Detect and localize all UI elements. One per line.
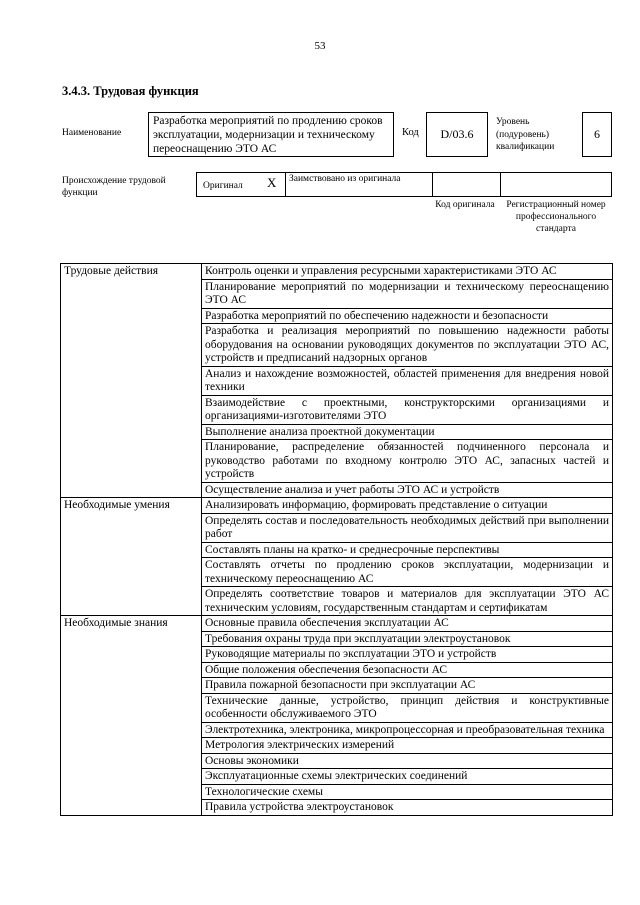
code-label: Код	[402, 127, 419, 138]
group-item: Технические данные, устройство, принцип действия и конструктивные особенности обслуживаемого ЭТО	[202, 693, 613, 722]
function-table	[60, 263, 613, 816]
original-label: Оригинал	[203, 181, 243, 191]
group-item: Планирование мероприятий по модернизации и техническому переоснащению ЭТО АС	[202, 279, 613, 308]
group-item: Основы экономики	[202, 753, 613, 769]
group-item: Планирование, распределение обязанностей подчиненного персонала и руководство работами по входному контролю ЭТО АС, запасных частей и устройств	[202, 440, 613, 483]
level-value: 6	[582, 112, 612, 157]
group-name: Необходимые умения	[61, 498, 202, 616]
origin-label: Происхождение трудовой функции	[62, 176, 166, 198]
original-mark: X	[267, 175, 277, 190]
group-item: Требования охраны труда при эксплуатации электроустановок	[202, 631, 613, 647]
level-label: Уровень (подуровень) квалификации	[496, 117, 555, 152]
original-code-label: Код оригинала	[435, 200, 495, 210]
origin-row	[196, 172, 612, 197]
section-title: 3.4.3. Трудовая функция	[62, 84, 199, 98]
group-item: Разработка мероприятий по обеспечению надежности и безопасности	[202, 308, 613, 324]
page-number: 53	[314, 40, 326, 52]
original-code-cell	[432, 172, 501, 197]
group-item: Определять состав и последовательность необходимых действий при выполнении работ	[202, 513, 613, 542]
group-item: Анализ и нахождение возможностей, областей применения для внедрения новой техники	[202, 366, 613, 395]
group-item: Общие положения обеспечения безопасности АС	[202, 662, 613, 678]
group-item: Электротехника, электроника, микропроцессорная и преобразовательная техника	[202, 722, 613, 738]
group-item: Анализировать информацию, формировать представление о ситуации	[202, 498, 613, 514]
group-item: Разработка и реализация мероприятий по повышению надежности работы оборудования на основании руководящих документов по эксплуатации ЭТО АС, устройств и предписаний надзорных органов	[202, 324, 613, 367]
group-item: Составлять отчеты по продлению сроков эксплуатации, модернизации и техническому переоснащению АС	[202, 558, 613, 587]
code-value: D/03.6	[426, 112, 488, 157]
group-item: Технологические схемы	[202, 784, 613, 800]
original-cell	[196, 172, 286, 197]
group-name: Необходимые знания	[61, 616, 202, 816]
group-item: Взаимодействие с проектными, конструкторскими организациями и организациями-изготовителями ЭТО	[202, 395, 613, 424]
table-row	[61, 498, 613, 514]
name-value: Разработка мероприятий по продлению сроков эксплуатации, модернизации и техническому переоснащению ЭТО АС	[148, 112, 394, 157]
table-row	[61, 616, 613, 632]
group-item: Метрология электрических измерений	[202, 738, 613, 754]
borrowed-label: Заимствовано из оригинала	[285, 172, 433, 197]
group-item: Основные правила обеспечения эксплуатации АС	[202, 616, 613, 632]
name-label: Наименование	[62, 128, 122, 138]
table-row	[61, 264, 613, 280]
group-item: Осуществление анализа и учет работы ЭТО АС и устройств	[202, 482, 613, 498]
group-item: Контроль оценки и управления ресурсными характеристиками ЭТО АС	[202, 264, 613, 280]
group-item: Определять соответствие товаров и материалов для эксплуатации ЭТО АС техническим условиям, государственным стандартам и сертификатам	[202, 587, 613, 616]
group-item: Выполнение анализа проектной документации	[202, 424, 613, 440]
group-item: Правила пожарной безопасности при эксплуатации АС	[202, 678, 613, 694]
registration-number-cell	[500, 172, 612, 197]
group-item: Составлять планы на кратко- и среднесрочные перспективы	[202, 542, 613, 558]
group-item: Правила устройства электроустановок	[202, 800, 613, 816]
group-item: Эксплуатационные схемы электрических соединений	[202, 769, 613, 785]
registration-number-label: Регистрационный номер профессионального стандарта	[506, 200, 606, 234]
group-item: Руководящие материалы по эксплуатации ЭТО и устройств	[202, 647, 613, 663]
group-name: Трудовые действия	[61, 264, 202, 498]
